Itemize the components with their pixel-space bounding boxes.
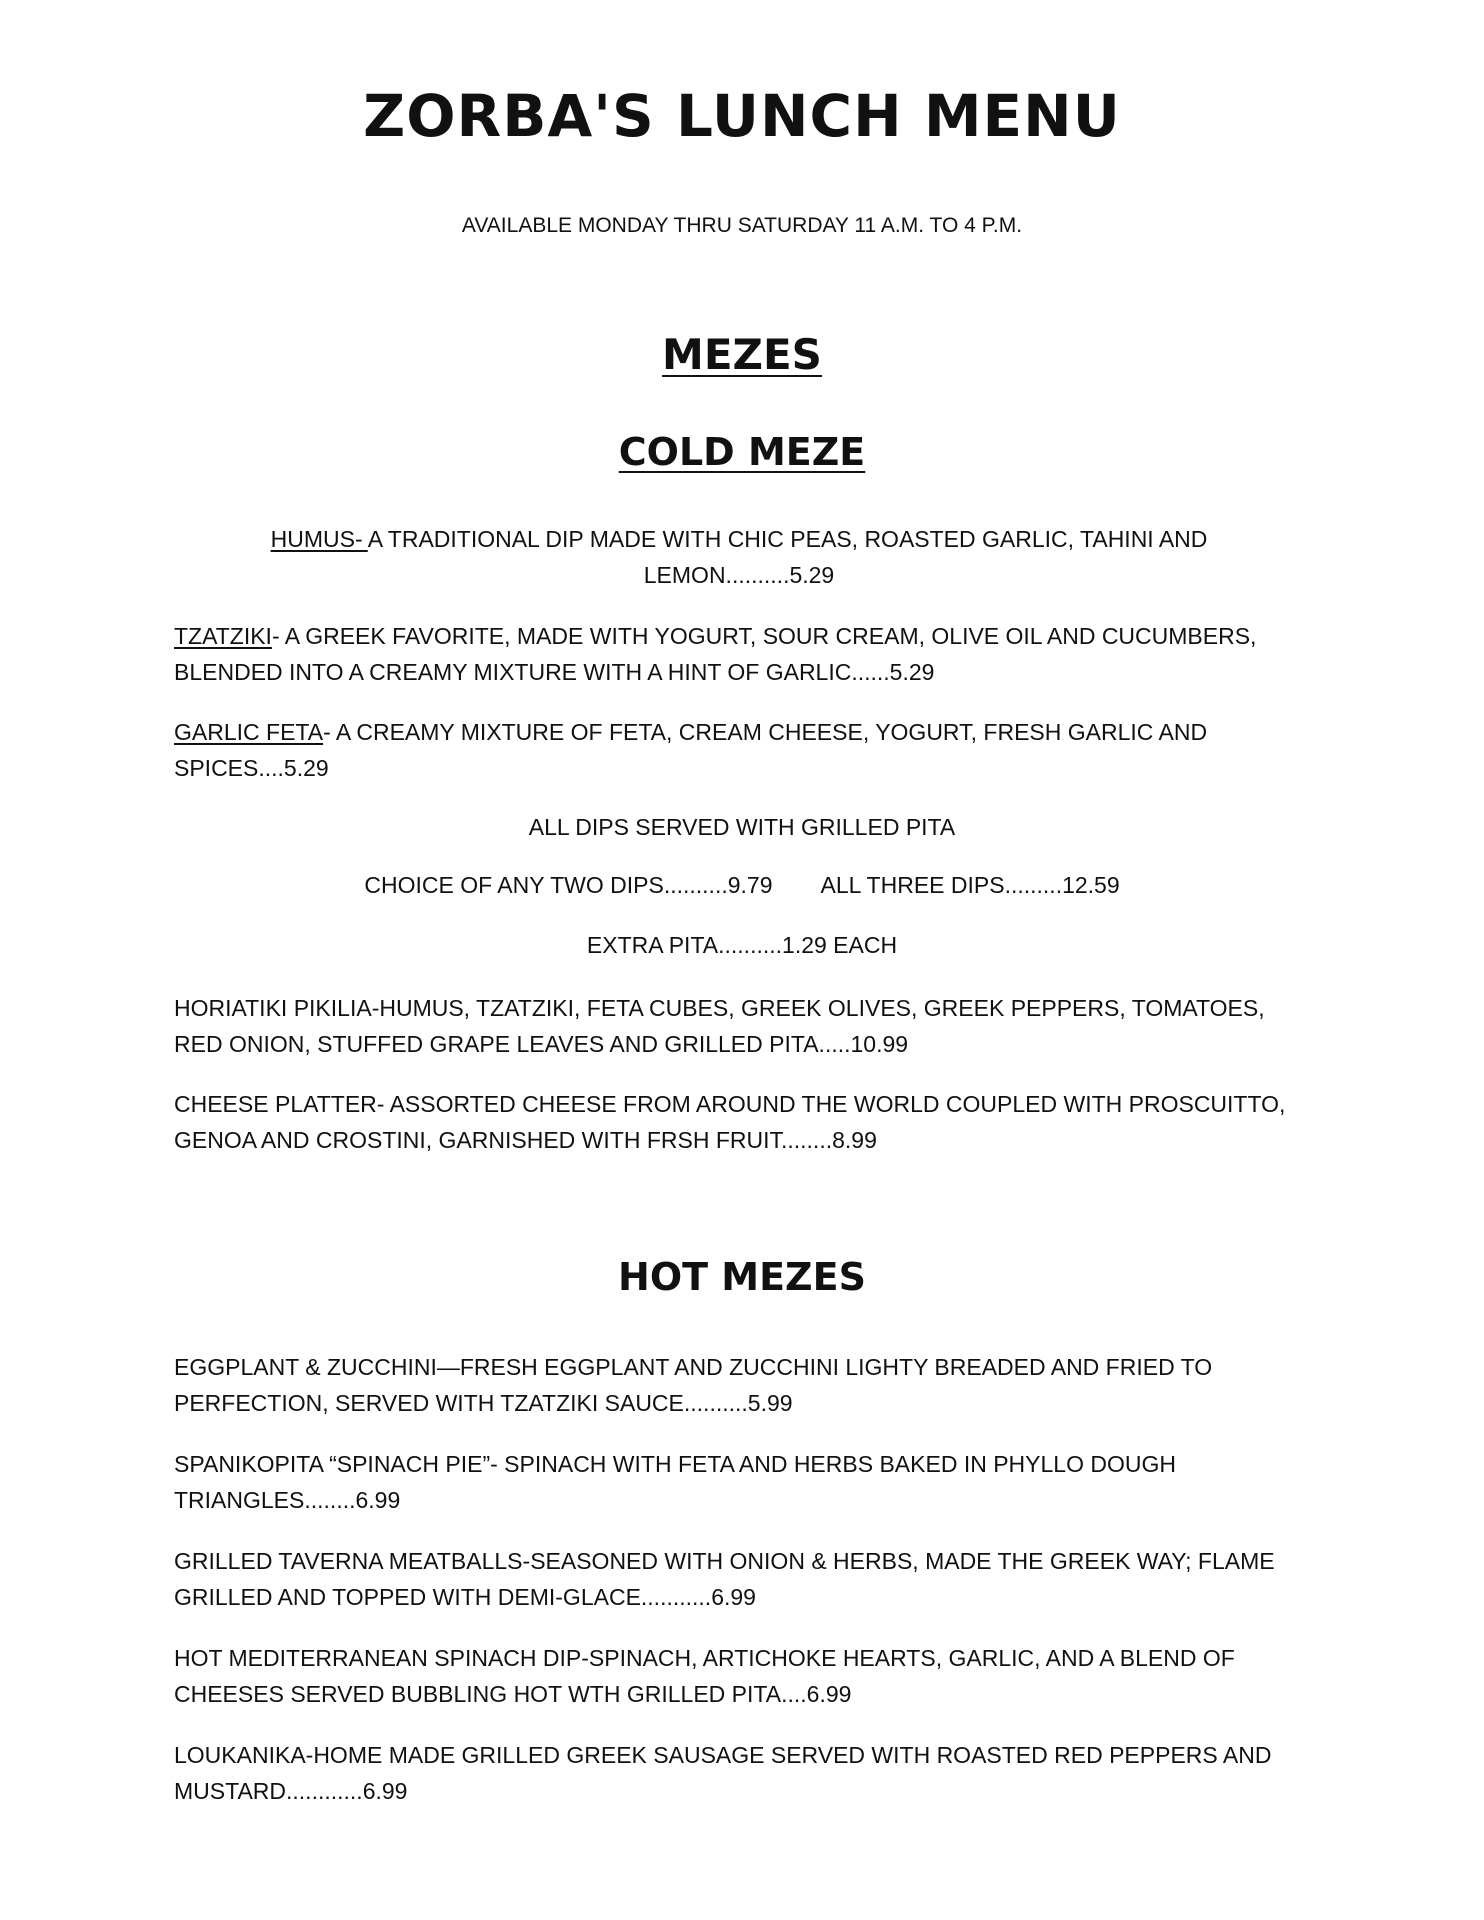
menu-item-spinach-dip <box>174 1640 1304 1712</box>
section-heading-hot-mezes: HOT MEZES <box>618 1255 866 1299</box>
item-name: SPANIKOPITA <box>174 1451 323 1477</box>
item-name: HUMUS- <box>270 526 368 552</box>
extra-pita-price: EXTRA PITA..........1.29 EACH <box>586 932 898 958</box>
item-name: EGGPLANT & ZUCCHINI <box>174 1354 437 1380</box>
item-description: “SPINACH PIE”- SPINACH WITH FETA AND HERBS BAKED IN PHYLLO DOUGH TRIANGLES........6.99 <box>174 1451 1176 1513</box>
item-description: -SEASONED WITH ONION & HERBS, MADE THE GREEK WAY; FLAME GRILLED AND TOPPED WITH DEMI-GLACE...........6.99 <box>174 1548 1275 1610</box>
menu-item-horiatiki-pikilia <box>174 990 1304 1062</box>
item-description: -HOME MADE GRILLED GREEK SAUSAGE SERVED WITH ROASTED RED PEPPERS AND MUSTARD............6.99 <box>174 1742 1272 1804</box>
menu-item-taverna-meatballs <box>174 1543 1304 1615</box>
item-description: -HUMUS, TZATZIKI, FETA CUBES, GREEK OLIVES, GREEK PEPPERS, TOMATOES, RED ONION, STUFFED GRAPE LEAVES AND GRILLED PITA.....10.99 <box>174 995 1265 1057</box>
menu-item-spanikopita <box>174 1446 1304 1518</box>
menu-item-loukanika <box>174 1737 1304 1809</box>
item-name: HOT MEDITERRANEAN SPINACH DIP <box>174 1645 582 1671</box>
item-name: TZATZIKI <box>174 623 272 649</box>
item-name: CHEESE PLATTER <box>174 1091 377 1117</box>
item-description: A TRADITIONAL DIP MADE WITH CHIC PEAS, ROASTED GARLIC, TAHINI AND LEMON..........5.29 <box>367 526 1208 588</box>
menu-title: ZORBA'S LUNCH MENU <box>363 82 1121 150</box>
menu-item-garlic-feta <box>174 714 1304 786</box>
menu-item-tzatziki <box>174 618 1304 690</box>
dips-served-note: ALL DIPS SERVED WITH GRILLED PITA <box>528 814 956 840</box>
two-dips-price: CHOICE OF ANY TWO DIPS..........9.79 <box>364 872 773 898</box>
section-heading-cold-meze: COLD MEZE <box>618 430 866 474</box>
section-heading-mezes: MEZES <box>662 330 822 379</box>
item-name: GARLIC FETA <box>174 719 324 745</box>
menu-item-eggplant-zucchini <box>174 1349 1304 1421</box>
item-description: —FRESH EGGPLANT AND ZUCCHINI LIGHTY BREADED AND FRIED TO PERFECTION, SERVED WITH TZATZIKI SAUCE..........5.99 <box>174 1354 1213 1416</box>
availability-note: AVAILABLE MONDAY THRU SATURDAY 11 A.M. TO 4 P.M. <box>461 214 1023 237</box>
item-name: LOUKANIKA <box>174 1742 306 1768</box>
menu-item-cheese-platter <box>174 1086 1304 1158</box>
item-description: - ASSORTED CHEESE FROM AROUND THE WORLD COUPLED WITH PROSCUITTO, GENOA AND CROSTINI, GARNISHED WITH FRSH FRUIT........8.99 <box>174 1091 1286 1153</box>
three-dips-price: ALL THREE DIPS.........12.59 <box>820 872 1120 898</box>
dip-combo-prices <box>0 872 1484 899</box>
item-description: -SPINACH, ARTICHOKE HEARTS, GARLIC, AND A BLEND OF CHEESES SERVED BUBBLING HOT WTH GRILLED PITA....6.99 <box>174 1645 1235 1707</box>
item-description: - A GREEK FAVORITE, MADE WITH YOGURT, SOUR CREAM, OLIVE OIL AND CUCUMBERS, BLENDED INTO A CREAMY MIXTURE WITH A HINT OF GARLIC......5.29 <box>174 623 1257 685</box>
item-name: HORIATIKI PIKILIA <box>174 995 372 1021</box>
menu-item-humus <box>174 521 1304 593</box>
item-description: - A CREAMY MIXTURE OF FETA, CREAM CHEESE, YOGURT, FRESH GARLIC AND SPICES....5.29 <box>174 719 1208 781</box>
item-name: GRILLED TAVERNA MEATBALLS <box>174 1548 523 1574</box>
